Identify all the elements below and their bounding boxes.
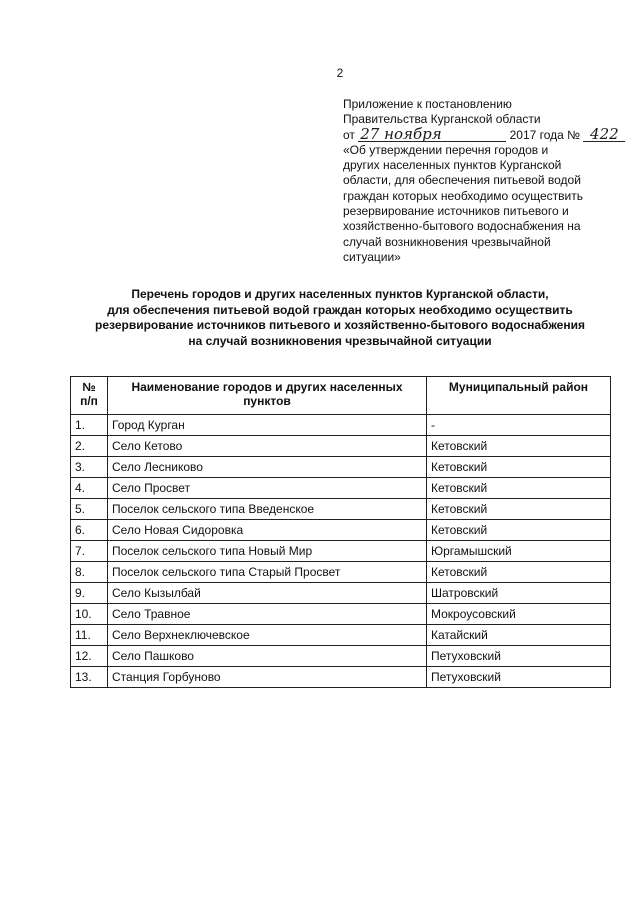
appendix-line-2: Правительства Курганской области [343,112,541,127]
cell-number: 7. [71,541,108,562]
cell-settlement-name: Поселок сельского типа Старый Просвет [108,562,427,583]
cell-number: 4. [71,478,108,499]
cell-settlement-name: Село Травное [108,604,427,625]
cell-number: 8. [71,562,108,583]
appendix-date-line [343,124,623,143]
table-row [71,667,611,688]
appendix-subject-line: хозяйственно-бытового водоснабжения на [343,219,581,234]
title-line: на случай возникновения чрезвычайной ситуации [188,333,492,348]
cell-settlement-name: Город Курган [108,415,427,436]
handwritten-number-text: 422 [590,124,619,143]
handwritten-date [358,124,506,143]
cell-district: Кетовский [427,562,611,583]
cell-settlement-name: Поселок сельского типа Введенское [108,499,427,520]
cell-settlement-name: Село Новая Сидоровка [108,520,427,541]
header-number [71,377,108,415]
document-title [60,287,620,349]
cell-number: 9. [71,583,108,604]
cell-number: 1. [71,415,108,436]
cell-number: 3. [71,457,108,478]
cell-settlement-name: Село Верхнеключевское [108,625,427,646]
table-row [71,625,611,646]
table-row [71,499,611,520]
table-row [71,541,611,562]
appendix-subject-line: случай возникновения чрезвычайной [343,234,551,249]
cell-district: Мокроусовский [427,604,611,625]
cell-district: Юргамышский [427,541,611,562]
header-district: Муниципальный район [427,377,611,415]
cell-district: Кетовский [427,436,611,457]
appendix-block [343,97,623,265]
cell-district: Петуховский [427,667,611,688]
table-body [71,415,611,688]
table-row [71,562,611,583]
appendix-subject-line: резервирование источников питьевого и [343,204,569,219]
appendix-subject-line: области, для обеспечения питьевой водой [343,173,581,188]
cell-district: - [427,415,611,436]
cell-settlement-name: Село Пашково [108,646,427,667]
cell-district: Кетовский [427,457,611,478]
cell-number: 6. [71,520,108,541]
appendix-year-text: 2017 года № [509,127,581,142]
appendix-line-1: Приложение к постановлению [343,97,512,111]
table-row [71,583,611,604]
appendix-subject-line: «Об утверждении перечня городов и [343,142,549,157]
cell-district: Шатровский [427,583,611,604]
settlements-table [70,376,611,688]
title-line: резервирование источников питьевого и хозяйственно-бытового водоснабжения [95,318,585,332]
cell-district: Кетовский [427,499,611,520]
table-row [71,520,611,541]
table-row [71,478,611,499]
cell-settlement-name: Станция Горбуново [108,667,427,688]
cell-district: Петуховский [427,646,611,667]
title-line: для обеспечения питьевой водой граждан которых необходимо осуществить [107,302,573,317]
cell-settlement-name: Село Кетово [108,436,427,457]
cell-number: 12. [71,646,108,667]
cell-number: 10. [71,604,108,625]
cell-number: 13. [71,667,108,688]
cell-settlement-name: Село Лесниково [108,457,427,478]
page-number: 2 [336,66,344,80]
table-row [71,457,611,478]
cell-number: 11. [71,625,108,646]
table-row [71,436,611,457]
header-number-line-1: № [82,380,96,394]
header-number-line-2: п/п [80,394,98,408]
cell-number: 5. [71,499,108,520]
appendix-from-label: от [343,127,355,142]
cell-settlement-name: Поселок сельского типа Новый Мир [108,541,427,562]
cell-settlement-name: Село Просвет [108,478,427,499]
appendix-subject-line: других населенных пунктов Курганской [343,158,562,173]
handwritten-date-text: 27 ноября [360,124,442,143]
table-header-row [71,377,611,415]
table-row [71,646,611,667]
header-name: Наименование городов и других населенных пунктов [108,377,427,415]
cell-district: Кетовский [427,520,611,541]
cell-settlement-name: Село Кызылбай [108,583,427,604]
table-row [71,604,611,625]
cell-district: Катайский [427,625,611,646]
cell-number: 2. [71,436,108,457]
table-row [71,415,611,436]
cell-district: Кетовский [427,478,611,499]
appendix-subject-line: граждан которых необходимо осуществить [343,188,583,203]
handwritten-number [583,124,625,143]
appendix-subject-line: ситуации» [343,249,401,264]
title-line: Перечень городов и других населенных пунктов Курганской области, [131,287,549,301]
